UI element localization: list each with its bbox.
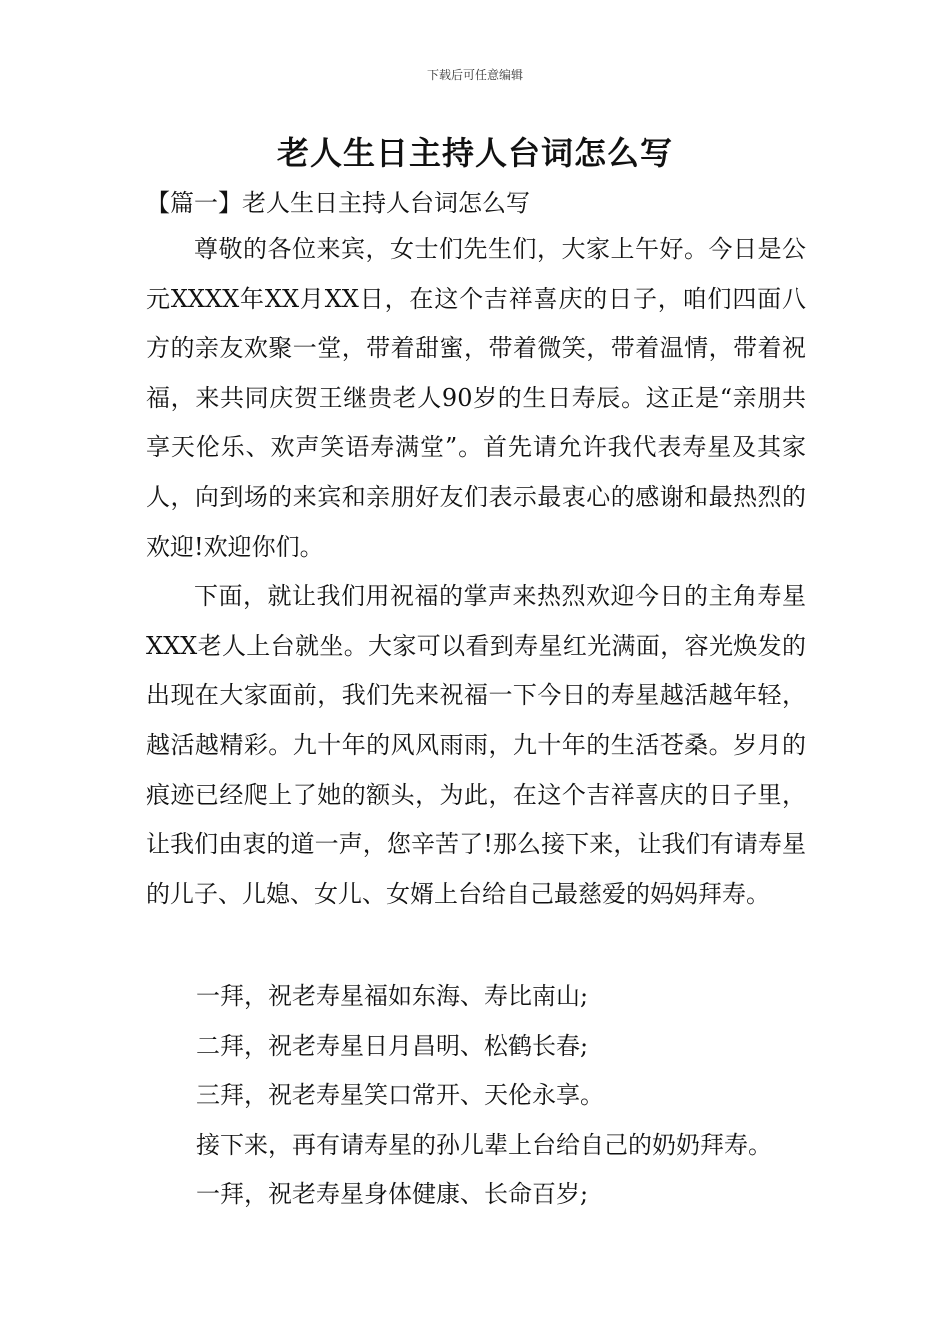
blessing-line: 一拜，祝老寿星身体健康、长命百岁;	[196, 1180, 589, 1209]
blessing-line: 一拜，祝老寿星福如东海、寿比南山;	[196, 982, 589, 1010]
document-body	[146, 225, 806, 919]
document-title: 老人生日主持人台词怎么写	[276, 134, 673, 172]
blessing-line: 三拜，祝老寿星笑口常开、天伦永享。	[196, 1081, 604, 1110]
blessing-list	[146, 972, 826, 1220]
paragraph-introduction: 下面，就让我们用祝福的掌声来热烈欢迎今日的主角寿星XXX老人上台就坐。大家可以看到寿星红光满面，容光焕发的出现在大家面前，我们先来祝福一下今日的寿星越活越年轻，越活越精彩。九十年的风风雨雨，九十年的生活苍桑。岁月的痕迹已经爬上了她的额头，为此，在这个吉祥喜庆的日子里，让我们由衷的道一声，您辛苦了!那么接下来，让我们有请寿星的儿子、儿媳、女儿、女婿上台给自己最慈爱的妈妈拜寿。	[146, 582, 806, 908]
blessing-line: 二拜，祝老寿星日月昌明、松鹤长春;	[196, 1031, 589, 1060]
paragraph-welcome: 尊敬的各位来宾，女士们先生们，大家上午好。今日是公元XXXX年XX月XX日，在这个吉祥喜庆的日子，咱们四面八方的亲友欢聚一堂，带着甜蜜，带着微笑，带着温情，带着祝福，来共同庆贺王继贵老人90岁的生日寿辰。这正是“亲朋共享天伦乐、欢声笑语寿满堂”。首先请允许我代表寿星及其家人，向到场的来宾和亲朋好友们表示最衷心的感谢和最热烈的欢迎!欢迎你们。	[146, 235, 806, 561]
header-note: 下载后可任意编辑	[426, 68, 523, 82]
blessing-line: 接下来，再有请寿星的孙儿辈上台给自己的奶奶拜寿。	[196, 1130, 772, 1159]
section-heading: 【篇一】老人生日主持人台词怎么写	[146, 189, 530, 217]
